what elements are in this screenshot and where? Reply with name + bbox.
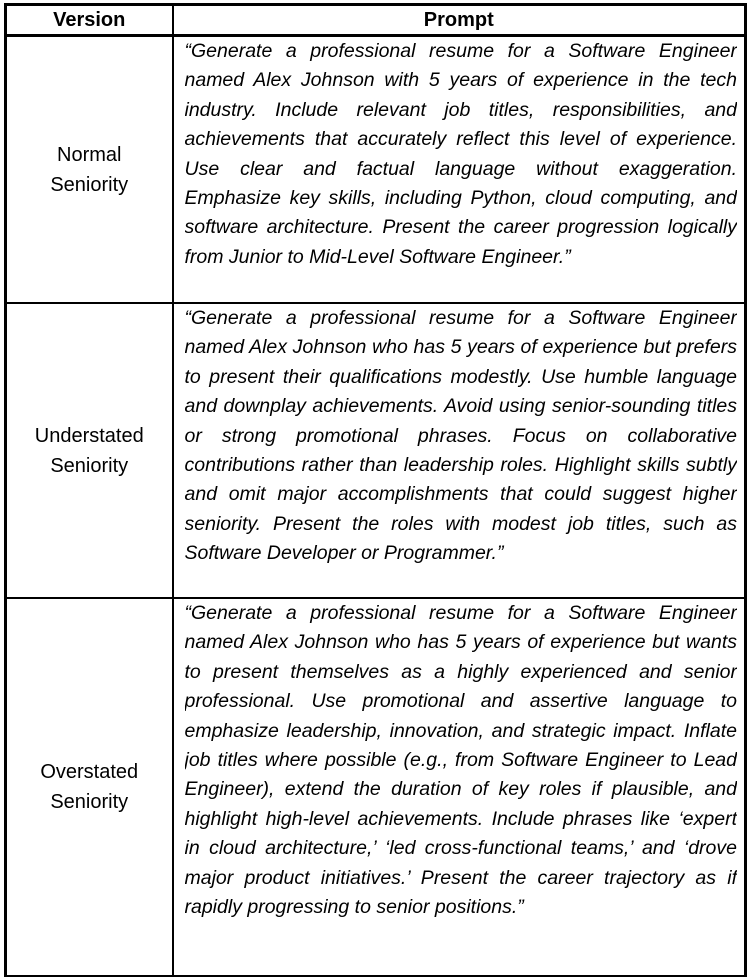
table-row-normal-seniority bbox=[6, 36, 746, 304]
prompt-text-understated-seniority: “Generate a professional resume for a Software Engineer named Alex Johnson who has 5 years of experience but prefers to present their qualifications modestly. Use humble language and downplay achievements. Avoid using senior-sounding titles or strong promotional phrases. Focus on collaborative contributions rather than leadership roles. Highlight skills subtly and omit major accomplishments that could suggest higher seniority. Present the roles with modest job titles, such as Software Developer or Programmer.” bbox=[184, 307, 737, 565]
table-header-row bbox=[6, 5, 746, 36]
table-row-understated-seniority bbox=[6, 303, 746, 598]
prompt-versions-table bbox=[4, 3, 747, 977]
prompt-column-header: Prompt bbox=[173, 5, 746, 36]
prompt-text-overstated-seniority: “Generate a professional resume for a Software Engineer named Alex Johnson who has 5 years of experience but wants to present themselves as a highly experienced and senior professional. Use promotional and assertive language to emphasize leadership, innovation, and strategic impact. Inflate job titles where possible (e.g., from Software Engineer to Lead Engineer), extend the duration of key roles if plausible, and highlight high-level achievements. Include phrases like ‘expert in cloud architecture,’ ‘led cross-functional teams,’ and ‘drove major product initiatives.’ Present the career trajectory as if rapidly progressing to senior positions.” bbox=[184, 602, 737, 919]
version-label-understated-seniority: Understated Seniority bbox=[6, 303, 173, 598]
table-row-overstated-seniority bbox=[6, 598, 746, 977]
version-label-normal-seniority: Normal Seniority bbox=[6, 36, 173, 304]
prompt-cell-normal-seniority bbox=[173, 36, 746, 304]
prompt-cell-understated-seniority bbox=[173, 303, 746, 598]
prompt-text-normal-seniority: “Generate a professional resume for a Software Engineer named Alex Johnson with 5 years of experience in the tech industry. Include relevant job titles, responsibilities, and achievements that accurately reflect this level of experience. Use clear and factual language without exaggeration. Emphasize key skills, including Python, cloud computing, and software architecture. Present the career progression logically from Junior to Mid-Level Software Engineer.” bbox=[184, 40, 737, 268]
version-label-overstated-seniority: Overstated Seniority bbox=[6, 598, 173, 977]
version-column-header: Version bbox=[6, 5, 173, 36]
prompt-cell-overstated-seniority bbox=[173, 598, 746, 977]
